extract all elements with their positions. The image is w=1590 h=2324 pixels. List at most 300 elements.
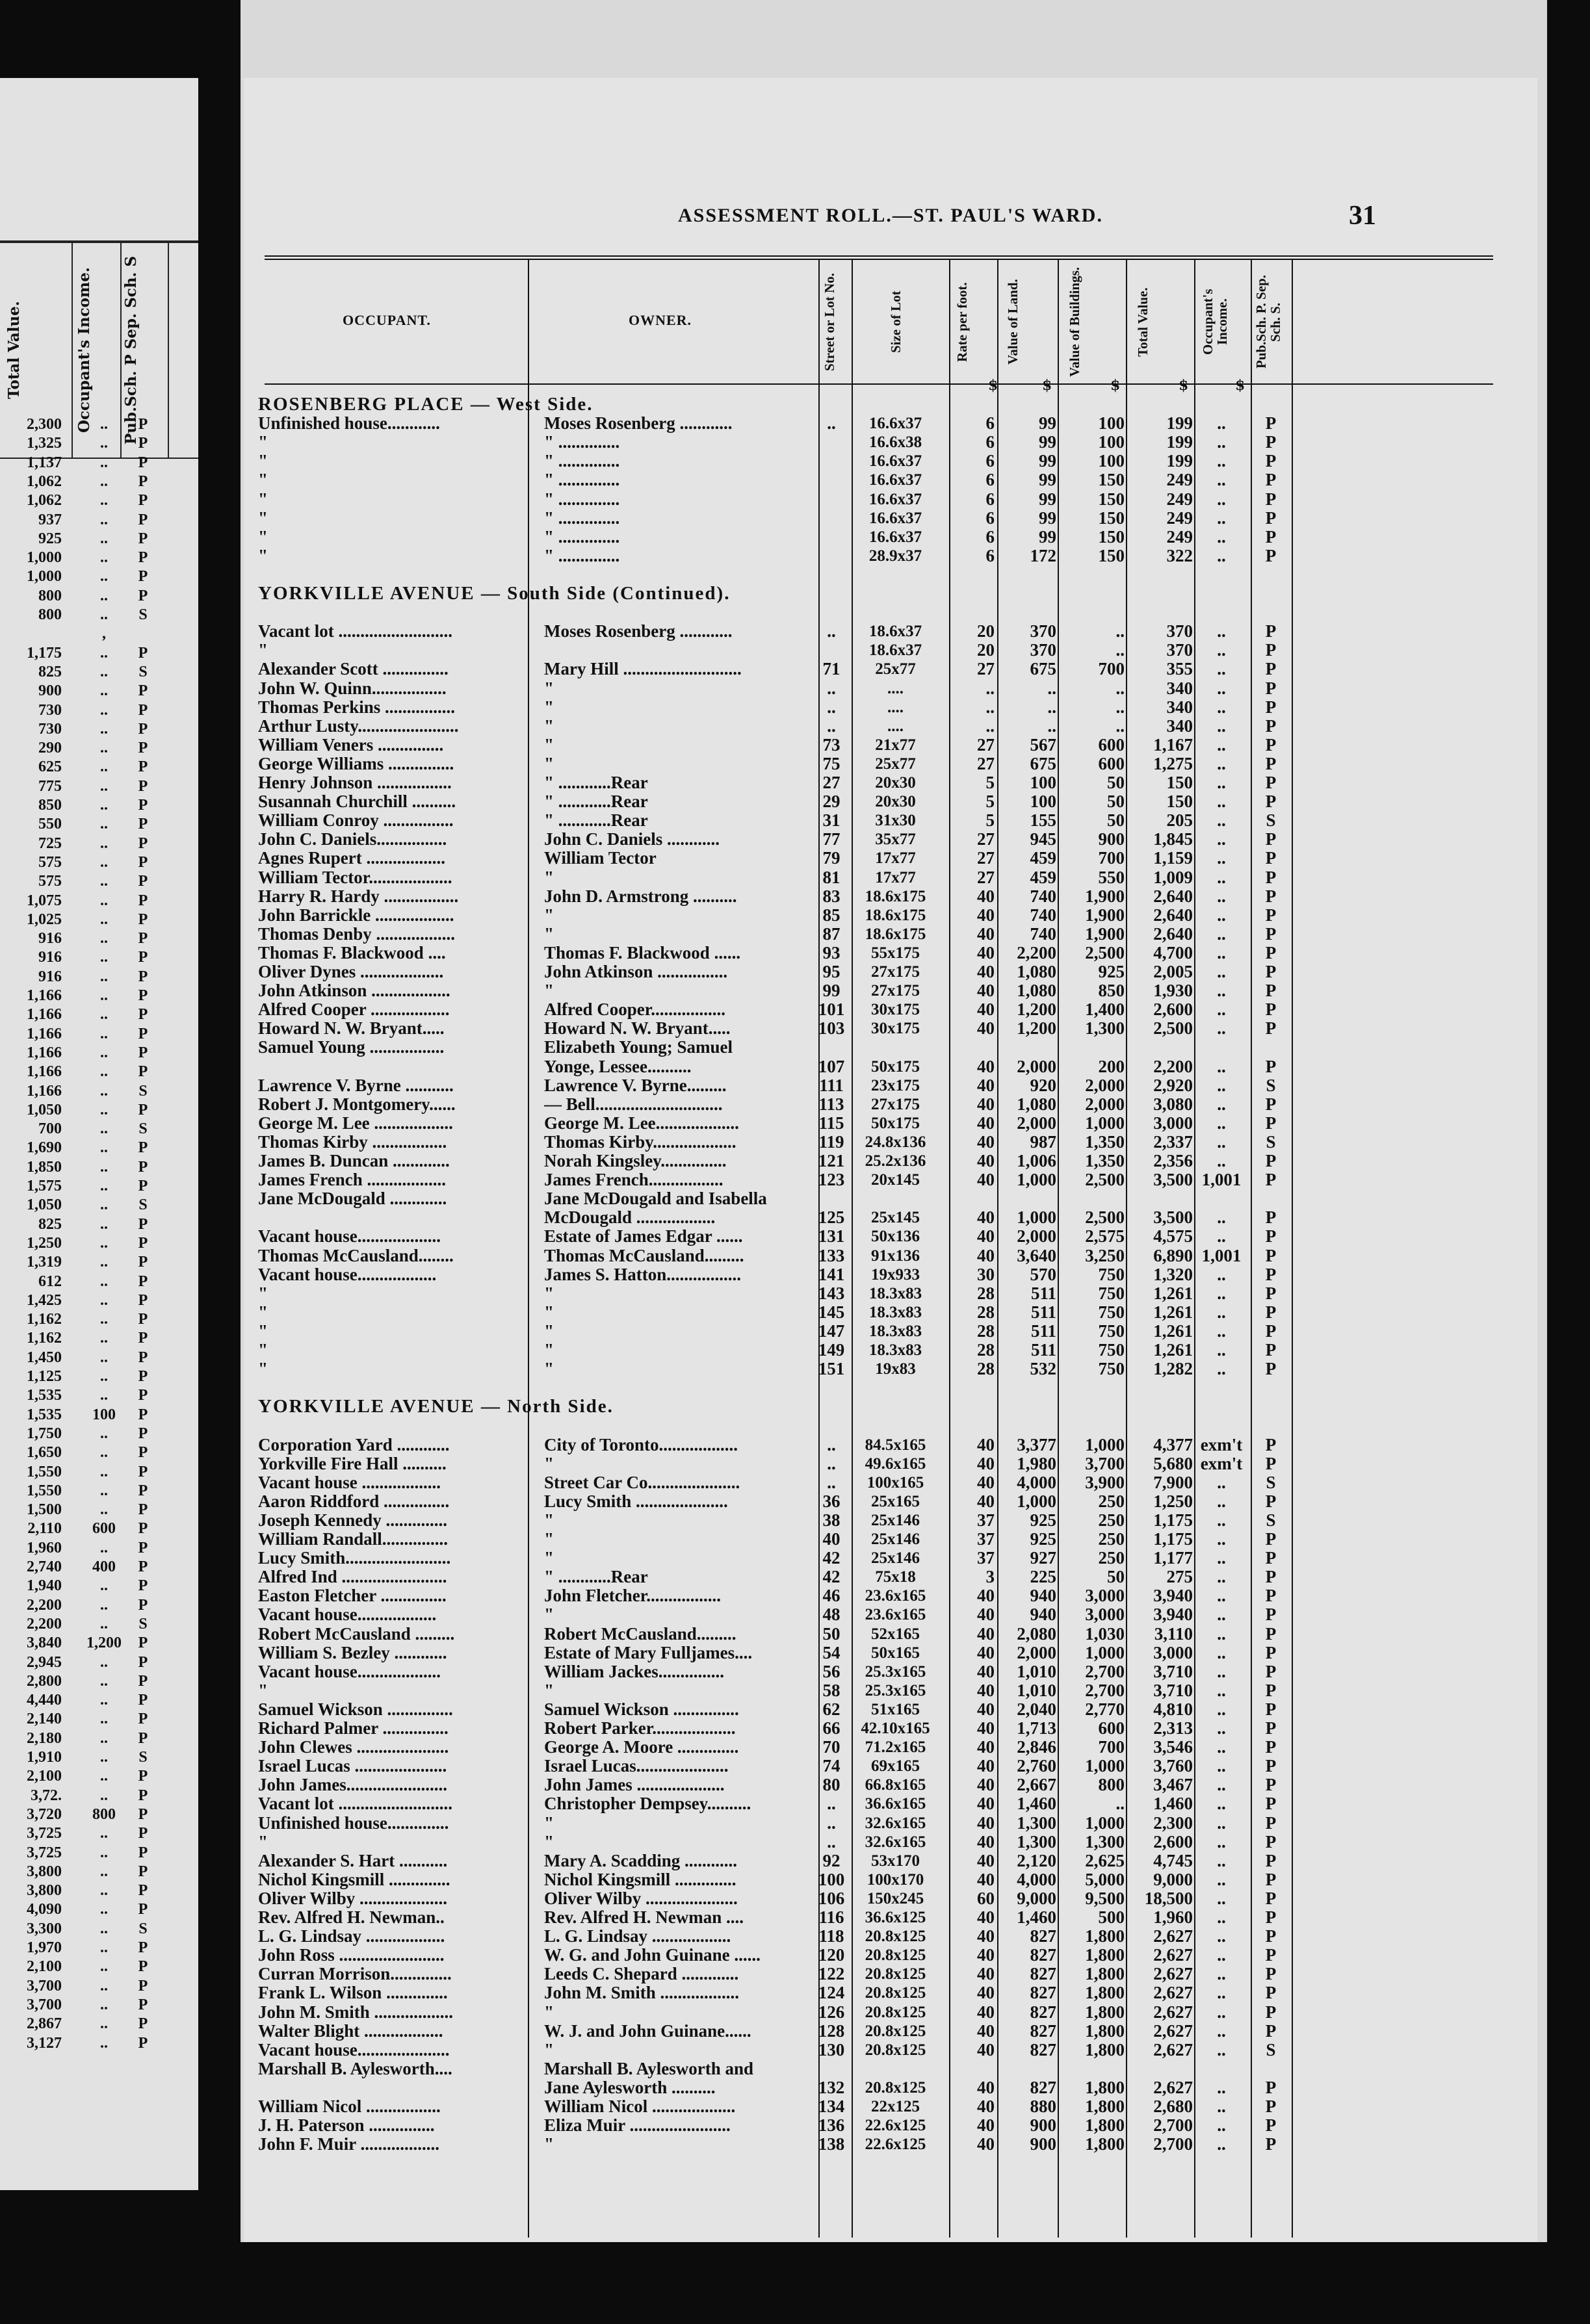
adjacent-total-cell: 3,725 xyxy=(27,1844,62,1861)
adjacent-income-cell: .. xyxy=(100,1044,108,1061)
lot-cell: 74 xyxy=(822,1756,841,1776)
building-value-cell: 2,500 xyxy=(1085,1170,1125,1190)
lot-cell: .. xyxy=(827,1434,836,1454)
income-cell: .. xyxy=(1217,1000,1226,1020)
table-row xyxy=(244,887,1537,906)
header-owner: OWNER. xyxy=(629,312,692,328)
owner-cell: L. G. Lindsay .................. xyxy=(544,1927,731,1946)
adjacent-total-cell: 730 xyxy=(38,720,62,738)
owner-cell: George M. Lee................... xyxy=(544,1113,739,1133)
land-value-cell: 155 xyxy=(1030,810,1056,831)
adjacent-total-cell: 3,700 xyxy=(27,1977,62,1995)
owner-cell: " xyxy=(544,1360,554,1379)
school-cell: P xyxy=(1265,829,1277,849)
total-value-cell: 275 xyxy=(1166,1567,1193,1587)
dollar-sign: $ xyxy=(1042,377,1052,394)
header-size: Size of Lot xyxy=(888,290,904,354)
adjacent-total-cell: 3,800 xyxy=(27,1863,62,1880)
table-row xyxy=(244,660,1537,678)
rate-cell: 40 xyxy=(977,1605,995,1625)
owner-cell: " xyxy=(544,1813,554,1833)
table-row xyxy=(244,1038,1537,1057)
land-value-cell: 9,000 xyxy=(1017,1888,1056,1908)
land-value-cell: 2,120 xyxy=(1017,1850,1056,1870)
adjacent-total-cell: 1,000 xyxy=(27,568,62,586)
total-value-cell: 3,467 xyxy=(1153,1775,1193,1795)
adjacent-table-row xyxy=(0,511,198,530)
school-cell: P xyxy=(1265,923,1277,944)
total-value-cell: 1,250 xyxy=(1153,1491,1193,1511)
adjacent-table-row xyxy=(0,1711,198,1729)
income-cell: .. xyxy=(1217,2021,1226,2041)
total-value-cell: 4,377 xyxy=(1153,1434,1193,1454)
school-cell: P xyxy=(1265,1850,1277,1870)
occupant-cell: Vacant house .................. xyxy=(258,1473,441,1492)
adjacent-table-row xyxy=(0,2015,198,2034)
land-value-cell: 225 xyxy=(1030,1567,1056,1587)
land-value-cell: 1,010 xyxy=(1017,1680,1056,1700)
school-cell: P xyxy=(1265,1907,1277,1927)
lot-cell: 126 xyxy=(818,2002,845,2022)
size-cell: 22.6x125 xyxy=(865,2117,926,2135)
adjacent-table-row xyxy=(0,949,198,967)
adjacent-total-cell: 3,800 xyxy=(27,1882,62,1900)
income-cell: .. xyxy=(1217,2134,1226,2154)
lot-cell: 116 xyxy=(818,1907,844,1927)
total-value-cell: 2,627 xyxy=(1153,2002,1193,2022)
owner-cell: " xyxy=(544,1530,554,1549)
size-cell: 75x18 xyxy=(875,1568,916,1586)
land-value-cell: 880 xyxy=(1030,2097,1056,2116)
rate-cell: 40 xyxy=(977,1131,995,1152)
adjacent-total-cell: 700 xyxy=(38,1120,62,1138)
income-cell: .. xyxy=(1217,792,1226,812)
total-value-cell: 1,175 xyxy=(1153,1529,1193,1549)
owner-cell: Israel Lucas..................... xyxy=(544,1757,729,1776)
building-value-cell: 1,030 xyxy=(1085,1623,1125,1644)
adjacent-school-cell: P xyxy=(138,853,148,871)
owner-cell: " xyxy=(544,924,554,944)
land-value-cell: 99 xyxy=(1039,526,1056,547)
building-value-cell: 1,800 xyxy=(1085,2077,1125,2097)
total-value-cell: 2,627 xyxy=(1153,2039,1193,2059)
adjacent-income-cell: .. xyxy=(100,1882,108,1900)
size-cell: 25x145 xyxy=(871,1209,920,1227)
lot-cell: 145 xyxy=(818,1302,845,1322)
column-rule xyxy=(818,260,820,383)
adjacent-total-cell: 1,062 xyxy=(27,472,62,490)
land-value-cell: 99 xyxy=(1039,470,1056,490)
occupant-cell: Richard Palmer ............... xyxy=(258,1719,449,1738)
total-value-cell: 1,930 xyxy=(1153,981,1193,1001)
adjacent-total-cell: 916 xyxy=(38,930,62,948)
school-cell: P xyxy=(1265,905,1277,925)
school-cell: P xyxy=(1265,432,1277,452)
owner-cell: Thomas F. Blackwood ...... xyxy=(544,943,741,962)
adjacent-table-row xyxy=(0,1920,198,1939)
land-value-cell: 1,713 xyxy=(1017,1718,1056,1738)
school-cell: P xyxy=(1265,1869,1277,1889)
lot-cell: 75 xyxy=(822,753,841,773)
adjacent-school-cell: P xyxy=(138,587,148,604)
school-cell: S xyxy=(1266,2039,1276,2059)
land-value-cell: 827 xyxy=(1030,1926,1056,1946)
owner-cell: " xyxy=(544,868,554,887)
owner-cell: Lucy Smith ..................... xyxy=(544,1491,728,1511)
owner-cell: Nichol Kingsmill .............. xyxy=(544,1870,736,1889)
adjacent-table-row xyxy=(0,1616,198,1634)
table-row xyxy=(244,641,1537,660)
table-row xyxy=(244,490,1537,509)
income-cell: .. xyxy=(1217,1661,1226,1681)
total-value-cell: 199 xyxy=(1166,432,1193,452)
table-row xyxy=(244,1511,1537,1530)
rate-cell: 6 xyxy=(985,545,995,565)
size-cell: 32.6x165 xyxy=(865,1833,926,1851)
land-value-cell: 2,200 xyxy=(1017,942,1056,962)
adjacent-school-cell: S xyxy=(138,1082,148,1100)
adjacent-income-cell: .. xyxy=(100,1863,108,1880)
lot-cell: 36 xyxy=(822,1491,841,1511)
rate-cell: 6 xyxy=(985,526,995,547)
income-cell: .. xyxy=(1217,1888,1226,1908)
adjacent-table-row xyxy=(0,930,198,948)
building-value-cell: 1,000 xyxy=(1085,1113,1125,1133)
income-cell: .. xyxy=(1217,697,1226,717)
income-cell: .. xyxy=(1217,1642,1226,1662)
income-cell: .. xyxy=(1217,678,1226,698)
school-cell: P xyxy=(1265,451,1277,471)
occupant-cell: YORKVILLE AVENUE — South Side (Continued). xyxy=(258,584,731,603)
total-value-cell: 5,680 xyxy=(1153,1453,1193,1473)
total-value-cell: 2,300 xyxy=(1153,1813,1193,1833)
adjacent-school-cell: P xyxy=(138,1215,148,1233)
lot-cell: 71 xyxy=(822,659,841,679)
adjacent-table-row xyxy=(0,892,198,910)
school-cell: P xyxy=(1265,792,1277,812)
adjacent-income-cell: 1,200 xyxy=(86,1634,122,1652)
school-cell: P xyxy=(1265,659,1277,679)
land-value-cell: 1,080 xyxy=(1017,962,1056,981)
income-cell: .. xyxy=(1217,1340,1226,1360)
total-value-cell: 370 xyxy=(1166,640,1193,660)
table-row xyxy=(244,1889,1537,1908)
building-value-cell: 1,900 xyxy=(1085,905,1125,925)
adjacent-school-cell: P xyxy=(138,1729,148,1747)
adjacent-table-row xyxy=(0,435,198,453)
adjacent-table-row xyxy=(0,606,198,625)
land-value-cell: 1,300 xyxy=(1017,1813,1056,1833)
land-value-cell: 532 xyxy=(1030,1359,1056,1379)
adjacent-total-cell: 2,200 xyxy=(27,1615,62,1633)
adjacent-total-cell: 916 xyxy=(38,949,62,966)
size-cell: 16.6x37 xyxy=(868,528,922,546)
school-cell: P xyxy=(1265,640,1277,660)
lot-cell: 111 xyxy=(819,1075,844,1095)
size-cell: 24.8x136 xyxy=(865,1133,926,1151)
school-cell: P xyxy=(1265,1737,1277,1757)
adjacent-income-cell: .. xyxy=(100,1653,108,1671)
land-value-cell: 2,000 xyxy=(1017,1226,1056,1246)
adjacent-table-row xyxy=(0,1216,198,1234)
adjacent-school-cell: P xyxy=(138,1387,148,1404)
occupant-cell: John Clewes ..................... xyxy=(258,1738,449,1757)
building-value-cell: .. xyxy=(1115,697,1125,717)
school-cell: P xyxy=(1265,1207,1277,1228)
lot-cell: 56 xyxy=(822,1661,841,1681)
occupant-cell: John C. Daniels................ xyxy=(258,830,447,849)
adjacent-table-row xyxy=(0,1063,198,1081)
building-value-cell: 250 xyxy=(1098,1529,1125,1549)
total-value-cell: 249 xyxy=(1166,489,1193,509)
total-value-cell: 6,890 xyxy=(1153,1245,1193,1265)
rate-cell: 40 xyxy=(977,1151,995,1170)
lot-cell: 73 xyxy=(822,734,841,755)
adjacent-total-cell: 2,100 xyxy=(27,1768,62,1785)
school-cell: P xyxy=(1265,1245,1277,1265)
adjacent-school-cell: S xyxy=(138,1920,148,1937)
school-cell: P xyxy=(1265,1056,1277,1076)
adjacent-school-cell: P xyxy=(138,1539,148,1556)
owner-cell: " ............Rear xyxy=(544,1568,648,1587)
land-value-cell: 987 xyxy=(1030,1131,1056,1152)
adjacent-table-row xyxy=(0,1825,198,1843)
school-cell: P xyxy=(1265,526,1277,547)
occupant-cell: John W. Quinn................. xyxy=(258,678,447,698)
building-value-cell: 50 xyxy=(1107,792,1125,812)
income-cell: .. xyxy=(1217,1680,1226,1700)
land-value-cell: 370 xyxy=(1030,621,1056,641)
adjacent-total-cell: 1,550 xyxy=(27,1463,62,1480)
column-rule xyxy=(997,260,998,383)
table-row xyxy=(244,471,1537,489)
lot-cell: 103 xyxy=(818,1018,845,1039)
page-title: ASSESSMENT ROLL.—ST. PAUL'S WARD. xyxy=(678,205,1103,226)
income-cell: .. xyxy=(1217,1075,1226,1095)
income-cell: .. xyxy=(1217,1737,1226,1757)
adjacent-school-cell: P xyxy=(138,1368,148,1385)
occupant-cell: " xyxy=(258,1832,268,1852)
building-value-cell: 1,800 xyxy=(1085,2097,1125,2116)
rate-cell: 40 xyxy=(977,1453,995,1473)
land-value-cell: 2,080 xyxy=(1017,1623,1056,1644)
table-row xyxy=(244,1000,1537,1019)
adjacent-total-cell: 1,050 xyxy=(27,1196,62,1214)
header-income: Occupant's Income. xyxy=(1200,289,1230,355)
total-value-cell: 340 xyxy=(1166,678,1193,698)
rate-cell: 3 xyxy=(985,1567,995,1587)
lot-cell: 131 xyxy=(818,1226,845,1246)
rate-cell: 40 xyxy=(977,1926,995,1946)
adjacent-table-row xyxy=(0,1558,198,1577)
adjacent-total-cell: 825 xyxy=(38,663,62,680)
column-rule xyxy=(1292,260,1293,383)
occupant-cell: Vacant lot .......................... xyxy=(258,622,453,641)
school-cell: P xyxy=(1265,1605,1277,1625)
land-value-cell: 675 xyxy=(1030,753,1056,773)
adjacent-table-row xyxy=(0,1673,198,1691)
occupant-cell: Robert McCausland ......... xyxy=(258,1624,455,1644)
land-value-cell: 2,760 xyxy=(1017,1756,1056,1776)
rate-cell: 40 xyxy=(977,2134,995,2154)
size-cell: 17x77 xyxy=(875,868,916,886)
adjacent-school-cell: S xyxy=(138,1749,148,1766)
land-value-cell: 511 xyxy=(1030,1340,1056,1360)
adjacent-total-cell: 725 xyxy=(38,834,62,852)
adjacent-table-row xyxy=(0,1120,198,1139)
rate-cell: 28 xyxy=(977,1321,995,1341)
income-cell: .. xyxy=(1217,1491,1226,1511)
table-row xyxy=(244,755,1537,773)
adjacent-school-cell: P xyxy=(138,1634,148,1652)
adjacent-total-cell: 1,062 xyxy=(27,492,62,510)
size-cell: 23x175 xyxy=(871,1076,920,1094)
occupant-cell: Alexander S. Hart ........... xyxy=(258,1851,448,1870)
table-row xyxy=(244,1586,1537,1605)
income-cell: .. xyxy=(1217,734,1226,755)
occupant-cell: " xyxy=(258,1321,268,1341)
adjacent-school-cell: P xyxy=(138,1577,148,1595)
rate-cell: 40 xyxy=(977,1642,995,1662)
rate-cell: 40 xyxy=(977,1775,995,1795)
adjacent-income-cell: .. xyxy=(100,606,108,623)
adjacent-total-cell: 1,075 xyxy=(27,892,62,909)
adjacent-table-row xyxy=(0,645,198,663)
school-cell: P xyxy=(1265,1170,1277,1190)
school-cell: P xyxy=(1265,867,1277,887)
land-value-cell: 172 xyxy=(1030,545,1056,565)
lot-cell: 77 xyxy=(822,829,841,849)
adjacent-table-row xyxy=(0,1634,198,1653)
total-value-cell: 2,005 xyxy=(1153,962,1193,981)
income-cell: .. xyxy=(1217,1567,1226,1587)
adjacent-income-cell: .. xyxy=(100,1463,108,1480)
lot-cell: 101 xyxy=(818,1000,845,1020)
size-cell: 42.10x165 xyxy=(861,1720,930,1737)
adjacent-table-row xyxy=(0,1139,198,1157)
owner-cell: " xyxy=(544,1832,554,1852)
table-row xyxy=(244,717,1537,736)
school-cell: P xyxy=(1265,1642,1277,1662)
building-value-cell: 2,500 xyxy=(1085,942,1125,962)
dollar-sign: $ xyxy=(1235,377,1245,394)
building-value-cell: 2,700 xyxy=(1085,1680,1125,1700)
building-value-cell: 1,350 xyxy=(1085,1151,1125,1170)
owner-cell: Alfred Cooper................. xyxy=(544,1000,725,1020)
land-value-cell: 99 xyxy=(1039,432,1056,452)
adjacent-income-cell: .. xyxy=(100,549,108,567)
lot-cell: 80 xyxy=(822,1775,841,1795)
owner-cell: Moses Rosenberg ............ xyxy=(544,622,733,641)
adjacent-school-cell: S xyxy=(138,1196,148,1214)
school-cell: P xyxy=(1265,1283,1277,1303)
adjacent-school-cell: P xyxy=(138,2034,148,2052)
occupant-cell: Henry Johnson ................. xyxy=(258,773,452,792)
adjacent-school-cell: P xyxy=(138,1444,148,1462)
school-cell: P xyxy=(1265,1302,1277,1322)
table-row xyxy=(244,1227,1537,1246)
size-cell: 25.3x165 xyxy=(865,1681,926,1699)
column-rule xyxy=(1251,260,1252,383)
adjacent-income-cell: .. xyxy=(100,1729,108,1747)
total-value-cell: 4,745 xyxy=(1153,1850,1193,1870)
table-row xyxy=(244,868,1537,887)
adjacent-total-cell: 3,127 xyxy=(27,2034,62,2052)
occupant-cell: ROSENBERG PLACE — West Side. xyxy=(258,395,593,414)
lot-cell: 40 xyxy=(822,1529,841,1549)
size-cell: 18.3x83 xyxy=(868,1284,922,1302)
total-value-cell: 3,760 xyxy=(1153,1756,1193,1776)
adjacent-school-cell: P xyxy=(138,1006,148,1024)
occupant-cell: James French .................. xyxy=(258,1170,446,1190)
adjacent-table-row xyxy=(0,1577,198,1595)
income-cell: .. xyxy=(1217,905,1226,925)
rate-cell: 6 xyxy=(985,413,995,433)
building-value-cell: 2,575 xyxy=(1085,1226,1125,1246)
school-cell: P xyxy=(1265,1680,1277,1700)
adjacent-school-cell: S xyxy=(138,606,148,623)
size-cell: 51x165 xyxy=(871,1700,920,1718)
table-row xyxy=(244,1454,1537,1473)
adjacent-school-cell: P xyxy=(138,1158,148,1176)
lot-cell: 79 xyxy=(822,848,841,868)
land-value-cell: 2,846 xyxy=(1017,1737,1056,1757)
land-value-cell: 1,200 xyxy=(1017,1018,1056,1039)
building-value-cell: 2,625 xyxy=(1085,1850,1125,1870)
total-value-cell: 355 xyxy=(1166,659,1193,679)
header-occupant: OCCUPANT. xyxy=(343,312,431,328)
building-value-cell: 150 xyxy=(1098,489,1125,509)
owner-cell: " xyxy=(544,1321,554,1341)
building-value-cell: 1,800 xyxy=(1085,1945,1125,1965)
adjacent-school-cell: P xyxy=(138,777,148,795)
adjacent-table-row xyxy=(0,1844,198,1863)
income-cell: .. xyxy=(1217,942,1226,962)
land-value-cell: 827 xyxy=(1030,1964,1056,1984)
owner-cell: Norah Kingsley............... xyxy=(544,1152,727,1170)
occupant-cell: " xyxy=(258,508,268,528)
owner-cell: " xyxy=(544,735,554,755)
adjacent-total-cell: 550 xyxy=(38,816,62,833)
owner-cell: John C. Daniels ............ xyxy=(544,830,720,849)
income-cell: .. xyxy=(1217,1472,1226,1492)
rate-cell: 40 xyxy=(977,905,995,925)
table-row xyxy=(244,981,1537,1000)
income-cell: .. xyxy=(1217,432,1226,452)
lot-cell: 46 xyxy=(822,1586,841,1606)
adjacent-income-cell: .. xyxy=(100,720,108,738)
adjacent-school-cell: P xyxy=(138,1596,148,1614)
owner-cell: " xyxy=(544,754,554,773)
adjacent-income-cell: .. xyxy=(100,644,108,662)
land-value-cell: 4,000 xyxy=(1017,1472,1056,1492)
adjacent-school-cell: P xyxy=(138,1063,148,1081)
table-row xyxy=(244,925,1537,944)
school-cell: S xyxy=(1266,1131,1276,1152)
table-row xyxy=(244,1927,1537,1946)
building-value-cell: .. xyxy=(1115,716,1125,736)
building-value-cell: .. xyxy=(1115,1794,1125,1814)
adjacent-income-cell: .. xyxy=(100,1444,108,1462)
occupant-cell: William Randall............... xyxy=(258,1530,449,1549)
table-row xyxy=(244,1833,1537,1852)
lot-cell: 138 xyxy=(818,2134,845,2154)
table-row xyxy=(244,1814,1537,1833)
income-cell: .. xyxy=(1217,1018,1226,1039)
total-value-cell: 2,627 xyxy=(1153,2021,1193,2041)
rate-cell: 20 xyxy=(977,621,995,641)
school-cell: S xyxy=(1266,1472,1276,1492)
